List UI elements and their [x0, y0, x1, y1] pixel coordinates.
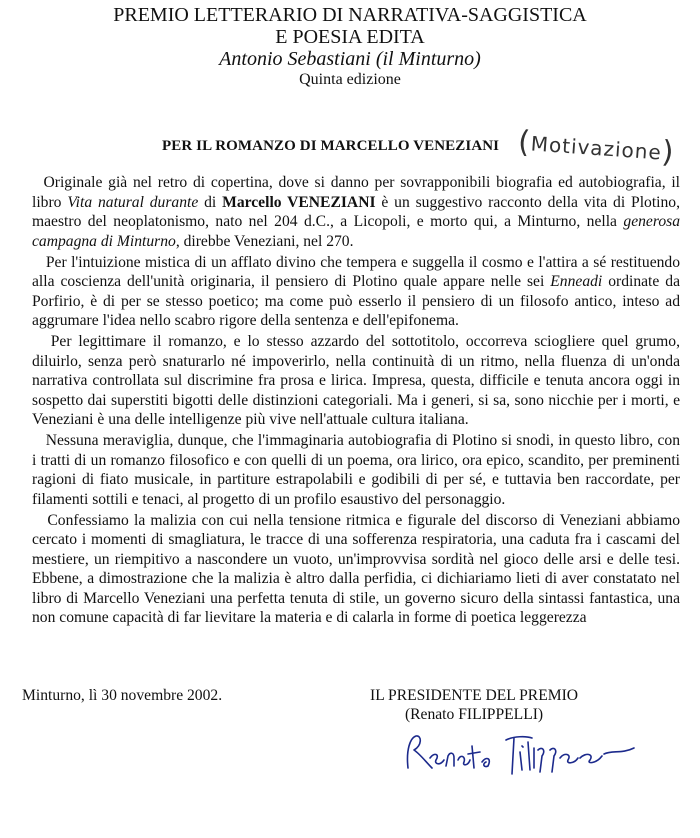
p2-text-a: Per l'intuizione mistica di un afflato divino che tempera e suggella il cosmo e l'attira a sé restituendo alla coscienza dell'unità originaria, il pensiero di Plotino quale appare nelle sei [32, 253, 681, 290]
president-role: IL PRESIDENTE DEL PREMIO [370, 687, 579, 704]
prize-title-line1: PREMIO LETTERARIO DI NARRATIVA-SAGGISTICA [113, 4, 587, 26]
paragraph-2 [32, 253, 680, 331]
paragraph-1 [32, 173, 680, 251]
p5-text: Confessiamo la malizia con cui nella tensione ritmica e figurale del discorso di Veneziani abbiamo cercato i momenti di smagliatura, le tracce di una sofferenza respiratoria, una caduta fra i cascami del mestiere, un riempitivo a nascondere un vuoto, un'improvvisa sordità nel gioco delle arsi e delle tesi. Ebbene, a dimostrazione che la malizia è altro dalla perfidia, ci dichiariamo lieti di aver constatato nel libro di Marcello Veneziani una perfetta tenuta di stile, un governo sicuro della sintassi fantastica, una non comune capacità di far lievitare la materia e di calarla in forme di poetica leggerezza [32, 511, 680, 626]
paragraph-3 [32, 332, 680, 430]
handwritten-signature [402, 728, 642, 778]
p4-text: Nessuna meraviglia, dunque, che l'immaginaria autobiografia di Plotino si snodi, in questo libro, con i tratti di un romanzo filosofico e con quelli di un poema, ora lirico, ora epico, scandito, per preminenti ragioni di fiato musicale, in partiture estrapolabili e godibili di per sé, e tuttavia ben raccordate, per filamenti sottili e tenaci, al progetto di un profilo esaustivo del personaggio. [32, 432, 681, 508]
p1-text-e: è un suggestivo racconto della vita di Plotino, maestro del neoplatonismo, nato nel 204 d.C., a Licopoli, e morto qui, a Minturno, nella [32, 193, 680, 230]
p2-text-c: ordinate da Porfirio, è di per se stesso poetico; ma come può esserlo il pensiero di un filosofo antico, inteso ad aggrumare l'idea nello scabro rigore della sentenza e dell'epifonema. [32, 273, 681, 329]
document-header [0, 4, 700, 90]
prize-title-line2: E POESIA EDITA [275, 26, 425, 48]
author-name: Marcello VENEZIANI [222, 193, 376, 211]
paragraph-5 [32, 511, 680, 628]
p3-text: Per legittimare il romanzo, e lo stesso azzardo del sottotitolo, occorreva sciogliere quel grumo, diluirlo, senza però snaturarlo né impoverirlo, nella continuità di un ritmo, nella fluenza di un'onda narrativa controllata sul discrimine fra prosa e lirica. Impresa, questa, difficile e tenuta ancora oggi in sospetto dai superstiti bigotti delle distinzioni categoriali. Ma i generi, si sa, sono nicchie per i morti, e Veneziani è una delle intelligenze più vive nell'attuale cultura italiana. [32, 333, 681, 428]
prize-dedication: Antonio Sebastiani (il Minturno) [219, 48, 481, 70]
motivation-text [32, 173, 680, 629]
paragraph-4 [32, 431, 680, 509]
place-date: Minturno, lì 30 novembre 2002. [22, 687, 223, 704]
p1-text-c: di [198, 193, 223, 211]
document-title: PER IL ROMANZO DI MARCELLO VENEZIANI [162, 138, 500, 154]
president-name: (Renato FILIPPELLI) [404, 706, 544, 723]
signature-block [370, 686, 578, 724]
p1-text-a: Originale già nel retro di copertina, dove si danno per sovrapponibili biografia ed autobiografia, il libro [32, 174, 681, 211]
enneadi-title: Enneadi [550, 273, 603, 290]
margin-note-text: Motivazione [530, 131, 663, 165]
book-title: Vita natural durante [67, 193, 199, 211]
p1-text-g: , direbbe Veneziani, nel 270. [175, 232, 354, 250]
edition-label: Quinta edizione [299, 71, 401, 88]
p1-quote: generosa campagna di Minturno [32, 213, 680, 250]
handwritten-margin-note: (Motivazione) [516, 124, 676, 171]
